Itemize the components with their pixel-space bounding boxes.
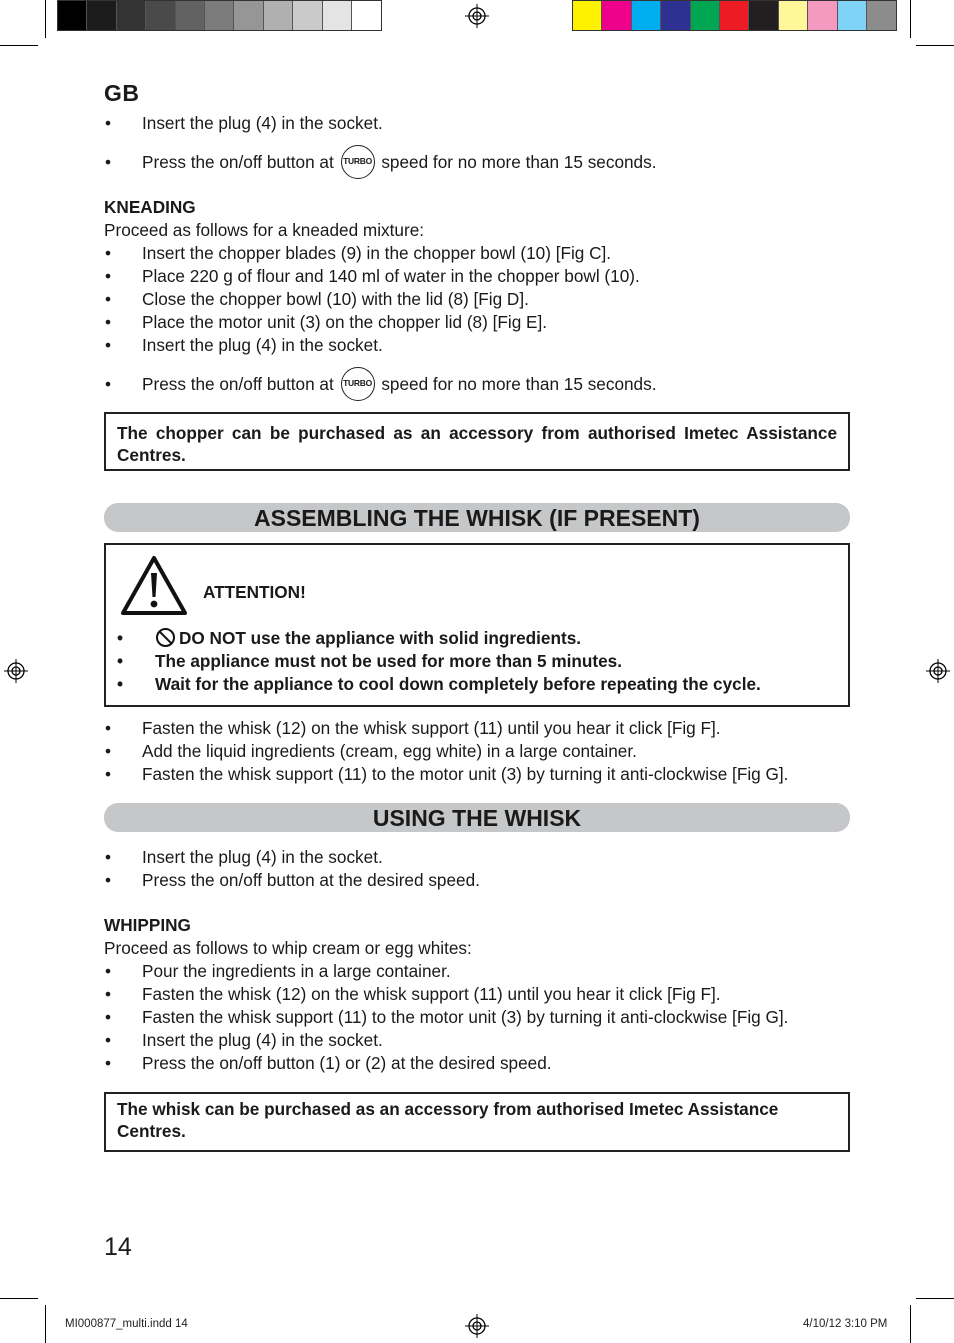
- color-swatch: [632, 1, 661, 30]
- crop-mark: [45, 1305, 46, 1343]
- color-swatch: [146, 1, 175, 30]
- color-swatch: [691, 1, 720, 30]
- whipping-steps: [104, 960, 864, 1075]
- list-item: • Insert the plug (4) in the socket.: [104, 1029, 864, 1052]
- list-item: • Press the on/off button at TURBO speed for no more than 15 seconds.: [104, 151, 854, 174]
- color-swatch: [838, 1, 867, 30]
- color-swatch: [117, 1, 146, 30]
- list-item: • Insert the chopper blades (9) in the chopper bowl (10) [Fig C].: [104, 242, 854, 265]
- list-item: • Fasten the whisk support (11) to the motor unit (3) by turning it anti-clockwise [Fig G].: [104, 1006, 864, 1029]
- warning-list: [116, 627, 838, 696]
- color-swatch: [205, 1, 234, 30]
- prohibited-icon: [155, 627, 176, 648]
- list-item: • Insert the plug (4) in the socket.: [104, 334, 854, 357]
- print-slug-file: MI000877_multi.indd 14: [65, 1318, 188, 1330]
- process-color-bar: [572, 0, 897, 31]
- list-item: • Wait for the appliance to cool down completely before repeating the cycle.: [116, 673, 838, 696]
- kneading-lead: Proceed as follows for a kneaded mixture:: [104, 220, 425, 240]
- list-item: • DO NOT use the appliance with solid ingredients.: [116, 627, 838, 650]
- chopper-accessory-note: The chopper can be purchased as an accessory from authorised Imetec Assistance Centres.: [104, 412, 850, 471]
- color-swatch: [867, 1, 896, 30]
- using-steps: [104, 846, 854, 892]
- registration-mark-icon: [465, 1314, 489, 1338]
- color-swatch: [749, 1, 778, 30]
- crop-mark: [0, 45, 38, 46]
- assembling-section-heading: ASSEMBLING THE WHISK (IF PRESENT): [104, 503, 850, 532]
- list-item: • Place 220 g of flour and 140 ml of water in the chopper bowl (10).: [104, 265, 854, 288]
- kneading-heading: KNEADING: [104, 197, 196, 217]
- color-swatch: [352, 1, 381, 30]
- assembling-steps: [104, 717, 864, 786]
- crop-mark: [916, 1298, 954, 1299]
- color-swatch: [602, 1, 631, 30]
- color-swatch: [264, 1, 293, 30]
- color-swatch: [176, 1, 205, 30]
- attention-box: [104, 543, 850, 707]
- page-language-code: GB: [104, 80, 140, 106]
- list-item: • Press the on/off button at TURBO speed for no more than 15 seconds.: [104, 373, 854, 396]
- warning-triangle-icon: [120, 555, 188, 616]
- print-slug-date: 4/10/12 3:10 PM: [803, 1318, 888, 1330]
- kneading-steps: [104, 242, 854, 357]
- registration-mark-icon: [465, 4, 489, 28]
- whisk-accessory-note: The whisk can be purchased as an accessory from authorised Imetec Assistance Centres.: [104, 1092, 850, 1152]
- color-swatch: [808, 1, 837, 30]
- crop-mark: [916, 45, 954, 46]
- color-swatch: [779, 1, 808, 30]
- list-item: • Fasten the whisk (12) on the whisk support (11) until you hear it click [Fig F].: [104, 983, 864, 1006]
- crop-mark: [0, 1298, 38, 1299]
- list-item: • Add the liquid ingredients (cream, egg white) in a large container.: [104, 740, 864, 763]
- crop-mark: [45, 0, 46, 38]
- page-number: 14: [104, 1233, 132, 1261]
- list-item: • The appliance must not be used for more than 5 minutes.: [116, 650, 838, 673]
- color-swatch: [293, 1, 322, 30]
- color-swatch: [573, 1, 602, 30]
- whipping-lead: Proceed as follows to whip cream or egg whites:: [104, 938, 472, 958]
- registration-mark-icon: [4, 659, 28, 683]
- attention-label: ATTENTION!: [203, 582, 306, 602]
- list-item: • Insert the plug (4) in the socket.: [104, 846, 854, 869]
- crop-mark: [910, 1305, 911, 1343]
- list-item: • Press the on/off button (1) or (2) at the desired speed.: [104, 1052, 864, 1075]
- whipping-heading: WHIPPING: [104, 915, 191, 935]
- list-item: • Fasten the whisk (12) on the whisk support (11) until you hear it click [Fig F].: [104, 717, 864, 740]
- color-swatch: [87, 1, 116, 30]
- turbo-speed-icon: TURBO: [341, 145, 375, 179]
- list-item: • Fasten the whisk support (11) to the motor unit (3) by turning it anti-clockwise [Fig G].: [104, 763, 864, 786]
- list-item: • Place the motor unit (3) on the chopper lid (8) [Fig E].: [104, 311, 854, 334]
- list-item: • Insert the plug (4) in the socket.: [104, 112, 854, 135]
- grayscale-color-bar: [57, 0, 382, 31]
- intro-steps: [104, 112, 854, 174]
- turbo-speed-icon: TURBO: [341, 367, 375, 401]
- color-swatch: [58, 1, 87, 30]
- registration-mark-icon: [926, 659, 950, 683]
- color-swatch: [234, 1, 263, 30]
- color-swatch: [323, 1, 352, 30]
- kneading-press-step: [104, 373, 854, 396]
- list-item: • Press the on/off button at the desired speed.: [104, 869, 854, 892]
- color-swatch: [720, 1, 749, 30]
- color-swatch: [661, 1, 690, 30]
- list-item: • Pour the ingredients in a large container.: [104, 960, 864, 983]
- crop-mark: [910, 0, 911, 38]
- list-item: • Close the chopper bowl (10) with the lid (8) [Fig D].: [104, 288, 854, 311]
- using-section-heading: USING THE WHISK: [104, 803, 850, 832]
